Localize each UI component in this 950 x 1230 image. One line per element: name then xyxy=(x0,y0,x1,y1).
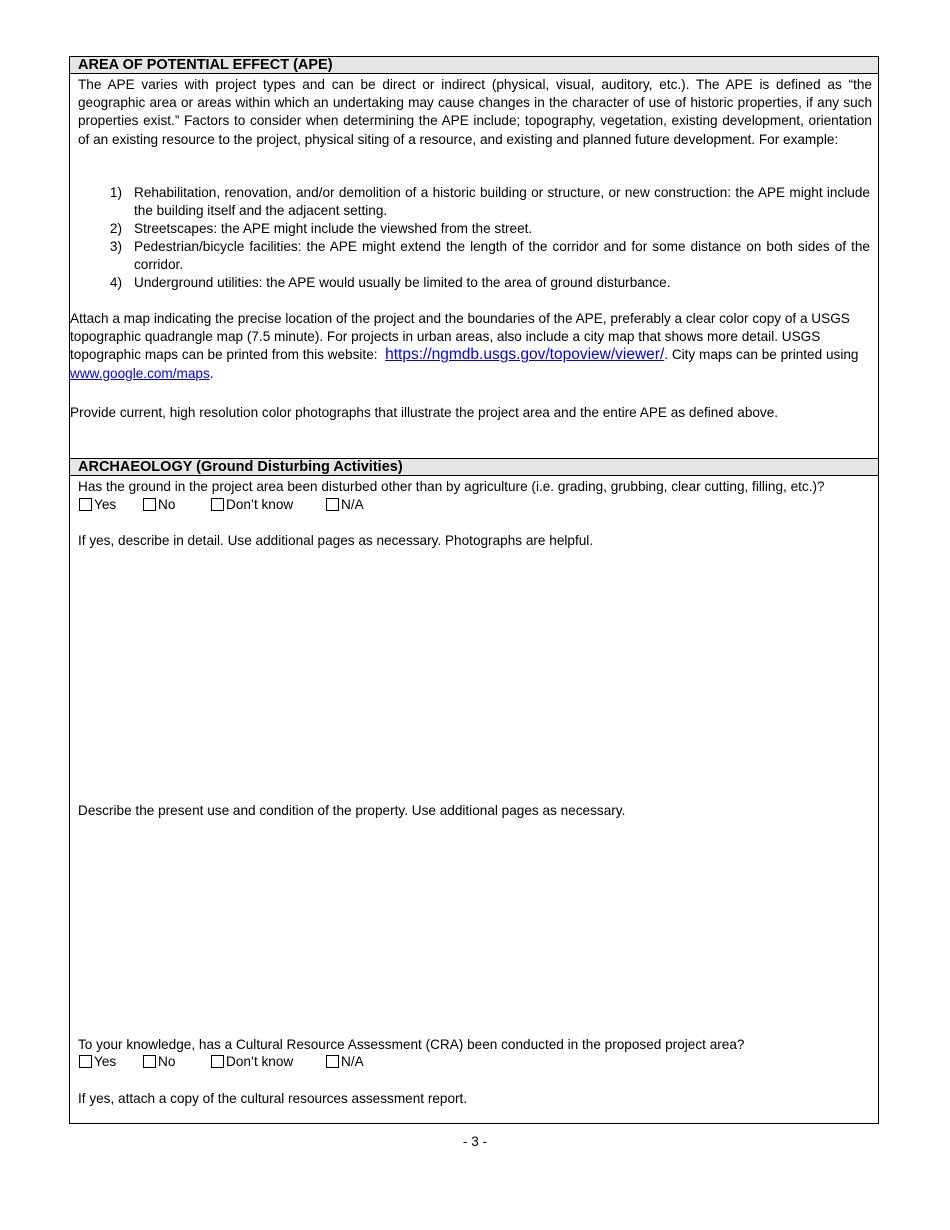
ape-intro: The APE varies with project types and can be direct or indirect (physical, visual, auditory, etc.). The APE is defined as “the geographic area or areas within which an undertaking may cause changes in the character of use of historic properties, if any such properties exist.” Factors to consider when determining the APE include; topography, vegetation, existing development, orientation of an existing resource to the project, physical siting of a resource, and existing and planned future development. For example: xyxy=(78,77,872,147)
example-number: 3) xyxy=(109,239,122,254)
checkbox[interactable] xyxy=(79,1055,92,1068)
example-number: 2) xyxy=(109,221,122,236)
archaeology-section-header: ARCHAEOLOGY (Ground Disturbing Activities) xyxy=(70,458,878,476)
option-dont-know[interactable]: Don’t know xyxy=(211,497,293,513)
option-na[interactable]: N/A xyxy=(326,1054,364,1070)
ape-map-instructions xyxy=(70,310,870,383)
example-text: Pedestrian/bicycle facilities: the APE might extend the length of the corridor and for some distance on both sides of the corridor. xyxy=(134,239,870,273)
ape-example-2 xyxy=(100,220,870,239)
checkbox[interactable] xyxy=(326,498,339,511)
checkbox[interactable] xyxy=(211,498,224,511)
example-number: 1) xyxy=(109,185,122,200)
ape-example-4 xyxy=(100,274,870,293)
map-text: . xyxy=(209,365,214,381)
checkbox[interactable] xyxy=(211,1055,224,1068)
map-text: . City maps can be printed using xyxy=(664,347,859,363)
usgs-topoview-link[interactable]: https://ngmdb.usgs.gov/topoview/viewer/ xyxy=(385,346,665,364)
ape-example-1 xyxy=(100,184,870,221)
ground-disturbed-followup: If yes, describe in detail. Use additional pages as necessary. Photographs are helpful. xyxy=(78,533,594,548)
ape-section-header: AREA OF POTENTIAL EFFECT (APE) xyxy=(70,57,878,74)
cra-options xyxy=(79,1054,479,1070)
ground-disturbed-options xyxy=(79,497,479,513)
google-maps-link[interactable]: www.google.com/maps xyxy=(70,365,210,381)
cra-question: To your knowledge, has a Cultural Resource Assessment (CRA) been conducted in the proposed project area? xyxy=(78,1037,745,1052)
option-na[interactable]: N/A xyxy=(326,497,364,513)
example-text: Streetscapes: the APE might include the viewshed from the street. xyxy=(134,221,533,236)
page-number: - 3 - xyxy=(462,1134,488,1149)
example-text: Rehabilitation, renovation, and/or demolition of a historic building or structure, or new construction: the APE might include the building itself and the adjacent setting. xyxy=(134,185,870,219)
option-yes[interactable]: Yes xyxy=(79,1054,116,1070)
map-text: Attach a map indicating the precise location of the project and the boundaries of the APE, preferably a clear color copy of a USGS topographic quadrangle map (7.5 minute). For projects in urban areas, also include a city map that shows more detail. USGS topographic maps can be printed from this website: xyxy=(70,311,850,363)
checkbox[interactable] xyxy=(143,498,156,511)
checkbox[interactable] xyxy=(143,1055,156,1068)
form-frame xyxy=(69,56,879,1124)
checkbox[interactable] xyxy=(326,1055,339,1068)
example-number: 4) xyxy=(109,275,122,290)
option-dont-know[interactable]: Don’t know xyxy=(211,1054,293,1070)
option-yes[interactable]: Yes xyxy=(79,497,116,513)
option-no[interactable]: No xyxy=(143,1054,175,1070)
option-no[interactable]: No xyxy=(143,497,175,513)
example-text: Underground utilities: the APE would usually be limited to the area of ground disturbance. xyxy=(134,275,671,290)
present-use-question: Describe the present use and condition of the property. Use additional pages as necessary. xyxy=(78,803,626,818)
checkbox[interactable] xyxy=(79,498,92,511)
cra-followup: If yes, attach a copy of the cultural resources assessment report. xyxy=(78,1091,468,1106)
ape-example-3 xyxy=(100,238,870,275)
ground-disturbed-question: Has the ground in the project area been disturbed other than by agriculture (i.e. grading, grubbing, clear cutting, filling, etc.)? xyxy=(78,479,825,494)
ape-photos-instructions: Provide current, high resolution color photographs that illustrate the project area and the entire APE as defined above. xyxy=(70,405,779,420)
